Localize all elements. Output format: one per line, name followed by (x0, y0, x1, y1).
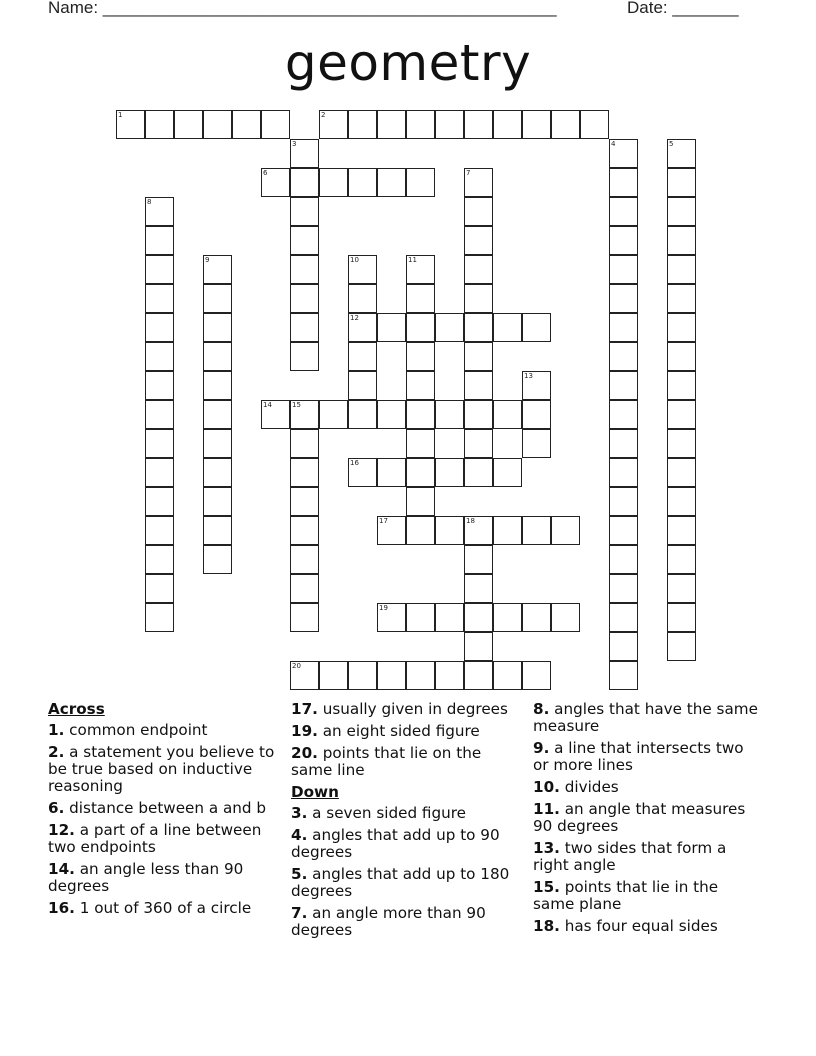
clues-column-3 (533, 701, 761, 940)
clue-number: 2 (321, 111, 326, 119)
clue-number: 8 (147, 198, 152, 206)
clue-item-text: points that lie on the same line (291, 744, 482, 779)
grid-cell[interactable] (609, 371, 638, 400)
clue-number: 11 (408, 256, 417, 264)
grid-cell[interactable] (406, 168, 435, 197)
grid-cell[interactable] (203, 313, 232, 342)
grid-cell[interactable] (348, 284, 377, 313)
clue-item-number: 9. (533, 739, 550, 757)
clues-column-2 (291, 701, 523, 944)
grid-cell[interactable] (464, 226, 493, 255)
clue-item-number: 11. (533, 800, 560, 818)
clue-item-text: a seven sided figure (307, 804, 467, 822)
grid-cell[interactable] (493, 313, 522, 342)
grid-cell[interactable] (667, 545, 696, 574)
grid-cell[interactable] (145, 429, 174, 458)
grid-cell[interactable] (435, 400, 464, 429)
clue-item (291, 866, 523, 900)
clue-item-text: an angle that measures 90 degrees (533, 800, 746, 835)
clue-number: 10 (350, 256, 359, 264)
down-clue-list (291, 805, 523, 939)
grid-cell[interactable] (667, 487, 696, 516)
clue-item-number: 18. (533, 917, 560, 935)
grid-cell[interactable] (609, 313, 638, 342)
grid-cell[interactable] (290, 226, 319, 255)
grid-cell[interactable] (377, 661, 406, 690)
grid-cell[interactable] (667, 458, 696, 487)
grid-cell[interactable] (609, 284, 638, 313)
clue-item-text: has four equal sides (559, 917, 718, 935)
grid-cell[interactable] (174, 110, 203, 139)
grid-cell[interactable] (667, 284, 696, 313)
clue-item (48, 822, 276, 856)
clue-item (291, 805, 523, 822)
grid-cell[interactable] (580, 110, 609, 139)
clue-number: 20 (292, 662, 301, 670)
down-clue-list-continued (533, 701, 761, 935)
grid-cell[interactable] (667, 197, 696, 226)
grid-cell[interactable] (667, 342, 696, 371)
grid-cell[interactable] (522, 603, 551, 632)
grid-cell[interactable] (145, 226, 174, 255)
grid-cell[interactable] (145, 255, 174, 284)
clue-item-number: 13. (533, 839, 560, 857)
clue-item (533, 918, 761, 935)
grid-cell[interactable] (609, 458, 638, 487)
across-heading: Across (48, 700, 105, 718)
clue-item (533, 879, 761, 913)
grid-cell[interactable] (348, 661, 377, 690)
date-field-label: Date: _______ (627, 0, 739, 17)
grid-cell[interactable] (551, 516, 580, 545)
grid-cell[interactable] (377, 313, 406, 342)
grid-cell[interactable] (377, 400, 406, 429)
grid-cell[interactable] (290, 516, 319, 545)
clue-item-number: 14. (48, 860, 75, 878)
grid-cell[interactable] (464, 371, 493, 400)
grid-cell[interactable] (667, 632, 696, 661)
grid-cell[interactable] (609, 574, 638, 603)
clue-number: 3 (292, 140, 297, 148)
grid-cell[interactable] (609, 429, 638, 458)
grid-cell[interactable] (290, 458, 319, 487)
grid-cell[interactable] (551, 603, 580, 632)
grid-cell[interactable] (667, 400, 696, 429)
clue-item-text: common endpoint (64, 721, 208, 739)
clue-item-text: points that lie in the same plane (533, 878, 719, 913)
grid-cell[interactable] (406, 284, 435, 313)
grid-cell[interactable] (145, 458, 174, 487)
clue-item-text: distance between a and b (64, 799, 267, 817)
grid-cell[interactable] (203, 284, 232, 313)
grid-cell[interactable] (667, 371, 696, 400)
grid-cell[interactable] (406, 313, 435, 342)
grid-cell[interactable] (348, 168, 377, 197)
clue-item (533, 801, 761, 835)
grid-cell[interactable] (319, 661, 348, 690)
clue-item-text: two sides that form a right angle (533, 839, 727, 874)
clue-item-number: 4. (291, 826, 308, 844)
grid-cell[interactable] (435, 110, 464, 139)
grid-cell[interactable] (377, 168, 406, 197)
grid-cell[interactable] (609, 342, 638, 371)
grid-cell[interactable] (145, 487, 174, 516)
clue-item-number: 20. (291, 744, 318, 762)
grid-cell[interactable] (406, 458, 435, 487)
clue-item-number: 12. (48, 821, 75, 839)
grid-cell[interactable] (667, 516, 696, 545)
clue-item-text: angles that add up to 90 degrees (291, 826, 500, 861)
grid-cell[interactable] (435, 603, 464, 632)
clue-item (533, 740, 761, 774)
grid-cell[interactable] (609, 255, 638, 284)
clue-item (48, 800, 276, 817)
grid-cell[interactable] (609, 661, 638, 690)
grid-cell[interactable] (609, 632, 638, 661)
grid-cell[interactable] (290, 313, 319, 342)
clue-item-text: divides (559, 778, 619, 796)
clue-item-text: an angle less than 90 degrees (48, 860, 244, 895)
grid-cell[interactable] (145, 110, 174, 139)
clue-item-text: a statement you believe to be true based on inductive reasoning (48, 743, 275, 795)
grid-cell[interactable] (406, 661, 435, 690)
grid-cell[interactable] (522, 516, 551, 545)
clue-item-text: angles that add up to 180 degrees (291, 865, 510, 900)
clue-number: 14 (263, 401, 272, 409)
clue-number: 18 (466, 517, 475, 525)
grid-cell[interactable] (290, 603, 319, 632)
grid-cell[interactable] (290, 197, 319, 226)
clue-item (291, 701, 523, 718)
grid-cell[interactable] (435, 458, 464, 487)
grid-cell[interactable] (609, 400, 638, 429)
grid-cell[interactable] (203, 342, 232, 371)
clue-item-number: 1. (48, 721, 65, 739)
clue-item-number: 17. (291, 700, 318, 718)
grid-cell[interactable] (493, 400, 522, 429)
clue-item (48, 722, 276, 739)
grid-cell[interactable] (609, 603, 638, 632)
clue-item-text: a line that intersects two or more lines (533, 739, 744, 774)
down-heading: Down (291, 783, 339, 801)
clue-item-number: 8. (533, 700, 550, 718)
clue-item (533, 840, 761, 874)
grid-cell[interactable] (261, 110, 290, 139)
clue-item (291, 745, 523, 779)
clue-number: 4 (611, 140, 616, 148)
grid-cell[interactable] (609, 226, 638, 255)
grid-cell[interactable] (145, 400, 174, 429)
clue-number: 5 (669, 140, 674, 148)
clues-column-1 (48, 701, 276, 922)
clue-item-number: 16. (48, 899, 75, 917)
grid-cell[interactable] (290, 168, 319, 197)
clue-number: 1 (118, 111, 123, 119)
clue-item-text: an eight sided figure (317, 722, 480, 740)
grid-cell[interactable] (464, 661, 493, 690)
grid-cell[interactable] (522, 429, 551, 458)
grid-cell[interactable] (145, 371, 174, 400)
grid-cell[interactable] (493, 458, 522, 487)
grid-cell[interactable] (522, 400, 551, 429)
grid-cell[interactable] (203, 400, 232, 429)
grid-cell[interactable] (377, 110, 406, 139)
grid-cell[interactable] (667, 313, 696, 342)
grid-cell[interactable] (667, 226, 696, 255)
grid-cell[interactable] (348, 110, 377, 139)
grid-cell[interactable] (406, 342, 435, 371)
grid-cell[interactable] (348, 371, 377, 400)
grid-cell[interactable] (464, 603, 493, 632)
grid-cell[interactable] (464, 313, 493, 342)
clue-number: 13 (524, 372, 533, 380)
grid-cell[interactable] (145, 545, 174, 574)
clue-item-number: 2. (48, 743, 65, 761)
grid-cell[interactable] (290, 284, 319, 313)
clue-item-number: 6. (48, 799, 65, 817)
grid-cell[interactable] (609, 197, 638, 226)
grid-cell[interactable] (435, 516, 464, 545)
grid-cell[interactable] (667, 429, 696, 458)
grid-cell[interactable] (203, 371, 232, 400)
clue-item-number: 15. (533, 878, 560, 896)
name-field-label: Name: ________________________________________________ (48, 0, 557, 17)
grid-cell[interactable] (464, 255, 493, 284)
grid-cell[interactable] (145, 603, 174, 632)
clue-number: 16 (350, 459, 359, 467)
grid-cell[interactable] (145, 574, 174, 603)
grid-cell[interactable] (406, 516, 435, 545)
grid-cell[interactable] (406, 603, 435, 632)
grid-cell[interactable] (406, 429, 435, 458)
clue-number: 6 (263, 169, 268, 177)
grid-cell[interactable] (348, 342, 377, 371)
page-title: geometry (284, 34, 532, 92)
grid-cell[interactable] (667, 603, 696, 632)
clue-item (291, 827, 523, 861)
clue-item-text: angles that have the same measure (533, 700, 758, 735)
grid-cell[interactable] (145, 342, 174, 371)
grid-cell[interactable] (319, 400, 348, 429)
grid-cell[interactable] (406, 487, 435, 516)
grid-cell[interactable] (203, 429, 232, 458)
grid-cell[interactable] (319, 168, 348, 197)
clue-item-number: 7. (291, 904, 308, 922)
across-clue-list-continued (291, 701, 523, 779)
grid-cell[interactable] (464, 632, 493, 661)
clue-item (48, 900, 276, 917)
clue-number: 17 (379, 517, 388, 525)
grid-cell[interactable] (493, 516, 522, 545)
grid-cell[interactable] (609, 516, 638, 545)
grid-cell[interactable] (435, 313, 464, 342)
clue-item-text: 1 out of 360 of a circle (74, 899, 252, 917)
grid-cell[interactable] (203, 110, 232, 139)
clue-item-text: a part of a line between two endpoints (48, 821, 262, 856)
grid-cell[interactable] (493, 110, 522, 139)
clue-number: 9 (205, 256, 210, 264)
clue-item (533, 701, 761, 735)
grid-cell[interactable] (609, 545, 638, 574)
clue-number: 19 (379, 604, 388, 612)
grid-cell[interactable] (522, 110, 551, 139)
clue-item-number: 19. (291, 722, 318, 740)
grid-cell[interactable] (464, 574, 493, 603)
grid-cell[interactable] (145, 313, 174, 342)
grid-cell[interactable] (464, 545, 493, 574)
across-clue-list (48, 722, 276, 917)
grid-cell[interactable] (435, 661, 464, 690)
grid-cell[interactable] (348, 400, 377, 429)
grid-cell[interactable] (464, 284, 493, 313)
clue-item (291, 723, 523, 740)
grid-cell[interactable] (290, 255, 319, 284)
grid-cell[interactable] (290, 574, 319, 603)
grid-cell[interactable] (406, 400, 435, 429)
grid-cell[interactable] (522, 313, 551, 342)
grid-cell[interactable] (290, 429, 319, 458)
clue-item-number: 3. (291, 804, 308, 822)
grid-cell[interactable] (290, 487, 319, 516)
grid-cell[interactable] (464, 110, 493, 139)
grid-cell[interactable] (464, 342, 493, 371)
grid-cell[interactable] (667, 574, 696, 603)
clue-number: 15 (292, 401, 301, 409)
grid-cell[interactable] (493, 603, 522, 632)
clue-number: 12 (350, 314, 359, 322)
grid-cell[interactable] (609, 168, 638, 197)
grid-cell[interactable] (203, 458, 232, 487)
grid-cell[interactable] (145, 284, 174, 313)
clue-item (533, 779, 761, 796)
grid-cell[interactable] (203, 545, 232, 574)
clue-item-text: an angle more than 90 degrees (291, 904, 486, 939)
grid-cell[interactable] (232, 110, 261, 139)
clue-item-number: 5. (291, 865, 308, 883)
grid-cell[interactable] (609, 487, 638, 516)
clue-item-text: usually given in degrees (317, 700, 508, 718)
clue-item (48, 861, 276, 895)
grid-cell[interactable] (464, 429, 493, 458)
clue-item (291, 905, 523, 939)
grid-cell[interactable] (464, 400, 493, 429)
grid-cell[interactable] (551, 110, 580, 139)
grid-cell[interactable] (203, 516, 232, 545)
clue-item (48, 744, 276, 795)
grid-cell[interactable] (667, 168, 696, 197)
grid-cell[interactable] (406, 110, 435, 139)
grid-cell[interactable] (493, 661, 522, 690)
clue-item-number: 10. (533, 778, 560, 796)
grid-cell[interactable] (464, 458, 493, 487)
grid-cell[interactable] (406, 371, 435, 400)
grid-cell[interactable] (145, 516, 174, 545)
grid-cell[interactable] (522, 661, 551, 690)
grid-cell[interactable] (377, 458, 406, 487)
grid-cell[interactable] (290, 342, 319, 371)
grid-cell[interactable] (464, 197, 493, 226)
grid-cell[interactable] (290, 545, 319, 574)
clue-number: 7 (466, 169, 471, 177)
grid-cell[interactable] (203, 487, 232, 516)
grid-cell[interactable] (667, 255, 696, 284)
